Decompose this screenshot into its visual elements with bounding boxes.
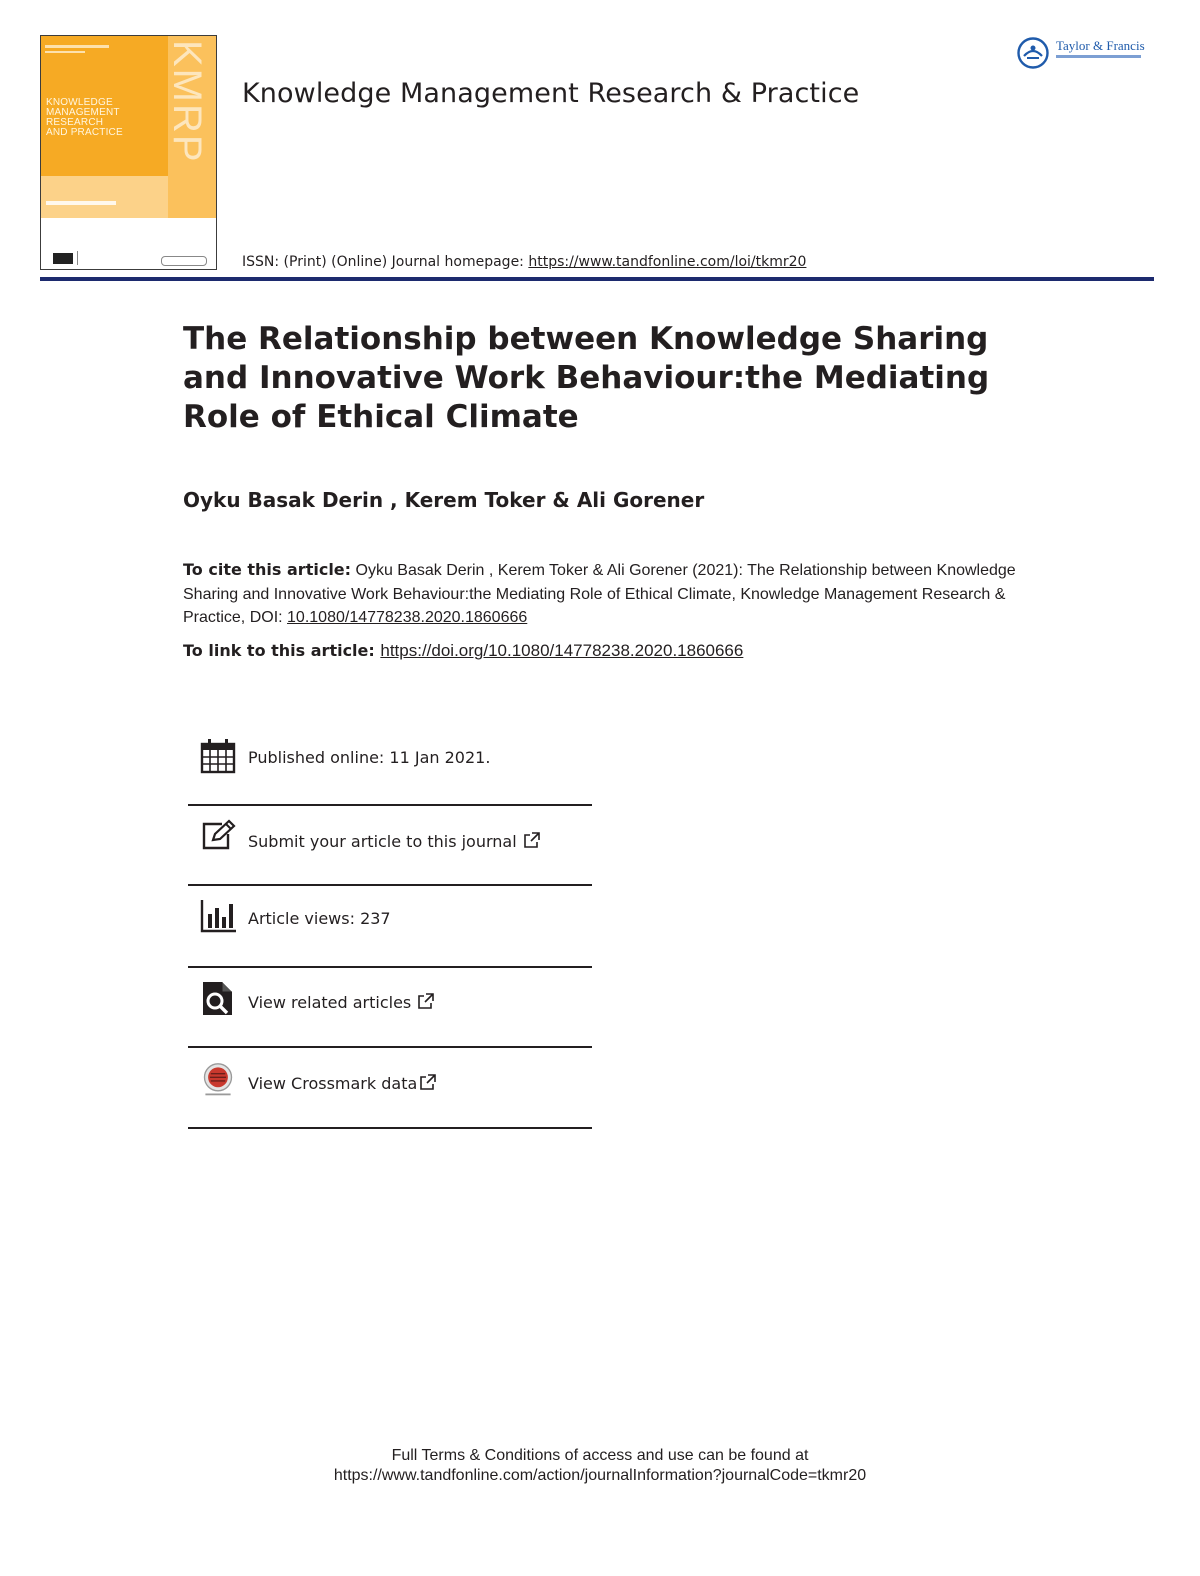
- publisher-logo-text: Taylor & Francis: [1056, 38, 1145, 53]
- external-link-icon: [419, 1074, 436, 1091]
- footer-line-1: Full Terms & Conditions of access and use can be found at: [391, 1447, 809, 1464]
- related-articles-link[interactable]: View related articles: [248, 993, 412, 1012]
- cover-acronym: KMRP: [165, 40, 209, 164]
- divider: [188, 1127, 592, 1129]
- edit-icon: [200, 818, 236, 854]
- bar-chart-icon: [200, 898, 236, 934]
- external-link-icon: [523, 832, 540, 849]
- article-authors: Oyku Basak Derin , Kerem Toker & Ali Gorener: [183, 488, 705, 512]
- article-doi-url[interactable]: https://doi.org/10.1080/14778238.2020.1860666: [380, 641, 744, 660]
- article-title: The Relationship between Knowledge Sharing and Innovative Work Behaviour:the Mediating Role of Ethical Climate: [183, 321, 990, 435]
- header-rule: [40, 277, 1154, 281]
- article-link-line: [183, 641, 743, 661]
- journal-title: Knowledge Management Research & Practice: [242, 78, 860, 109]
- published-row: [188, 738, 592, 778]
- issn-line: [242, 254, 806, 270]
- divider: [188, 966, 592, 968]
- journal-homepage-link[interactable]: https://www.tandfonline.com/loi/tkmr20: [528, 254, 807, 270]
- link-label: To link to this article:: [183, 641, 381, 660]
- cover-title: KNOWLEDGE MANAGEMENT RESEARCH AND PRACTICE: [46, 97, 123, 138]
- article-views-row: [188, 898, 592, 938]
- publisher-logo[interactable]: [1016, 36, 1161, 70]
- crossmark-row[interactable]: [188, 1062, 592, 1106]
- crossmark-icon: [200, 1062, 236, 1098]
- journal-cover-image: [40, 35, 217, 270]
- calendar-icon: [200, 738, 236, 774]
- submit-article-row[interactable]: [188, 818, 592, 862]
- footer-terms: [0, 1446, 1200, 1486]
- cite-label: To cite this article:: [183, 560, 352, 579]
- cite-text: Oyku Basak Derin , Kerem Toker & Ali Gorener (2021): The Relationship between Knowledge Sharing and Innovative Work Behaviour:the Mediating Role of Ethical Climate, Knowledge Management Research & Practice, DOI:: [183, 562, 1016, 626]
- divider: [188, 804, 592, 806]
- external-link-icon: [417, 993, 434, 1010]
- article-views: Article views: 237: [248, 909, 391, 928]
- divider: [188, 884, 592, 886]
- footer-terms-link[interactable]: https://www.tandfonline.com/action/journalInformation?journalCode=tkmr20: [333, 1467, 867, 1484]
- divider: [188, 1046, 592, 1048]
- submit-article-link[interactable]: Submit your article to this journal: [248, 832, 517, 851]
- taylor-francis-logo-icon: [1016, 36, 1052, 70]
- document-search-icon: [200, 980, 236, 1016]
- issn-label: ISSN: (Print) (Online) Journal homepage:: [242, 254, 529, 270]
- related-articles-row[interactable]: [188, 980, 592, 1024]
- doi-link[interactable]: 10.1080/14778238.2020.1860666: [287, 609, 528, 626]
- published-date: Published online: 11 Jan 2021.: [248, 748, 491, 767]
- crossmark-link[interactable]: View Crossmark data: [248, 1074, 418, 1093]
- citation-block: [183, 558, 1043, 630]
